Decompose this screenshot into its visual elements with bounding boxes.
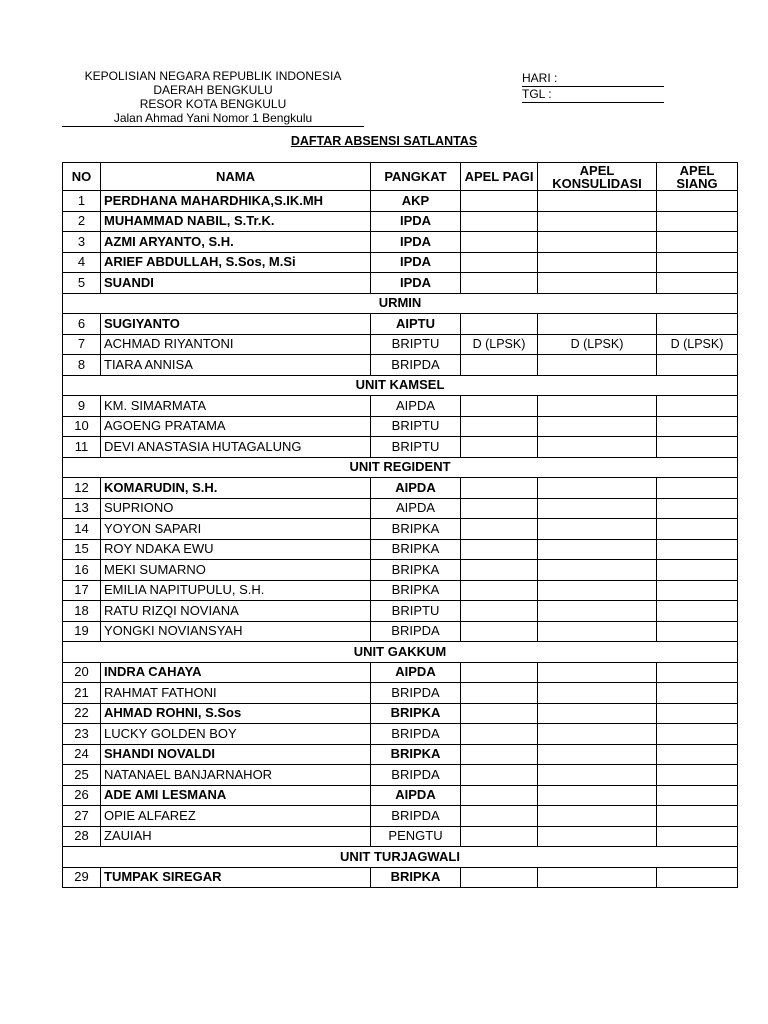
table-row — [63, 211, 738, 232]
table-row — [63, 765, 738, 786]
row-number: 13 — [63, 498, 101, 519]
letterhead — [62, 69, 364, 127]
section-row — [63, 642, 738, 663]
row-rank: BRIPDA — [371, 621, 461, 642]
row-rank: BRIPKA — [371, 560, 461, 581]
row-apel-pagi — [461, 662, 538, 683]
row-apel-siang — [657, 396, 738, 417]
row-number: 16 — [63, 560, 101, 581]
row-apel-pagi — [461, 191, 538, 212]
row-apel-pagi — [461, 560, 538, 581]
row-number: 10 — [63, 416, 101, 437]
row-name: ROY NDAKA EWU — [101, 539, 371, 560]
row-rank: BRIPKA — [371, 580, 461, 601]
row-apel-konsulidasi — [538, 601, 657, 622]
row-apel-konsulidasi: D (LPSK) — [538, 334, 657, 355]
row-name: MEKI SUMARNO — [101, 560, 371, 581]
table-row — [63, 252, 738, 273]
row-apel-siang — [657, 519, 738, 540]
row-name: OPIE ALFAREZ — [101, 806, 371, 827]
table-row — [63, 662, 738, 683]
letterhead-line-3: RESOR KOTA BENGKULU — [139, 97, 287, 111]
row-apel-pagi — [461, 273, 538, 294]
row-name: INDRA CAHAYA — [101, 662, 371, 683]
row-number: 1 — [63, 191, 101, 212]
row-apel-konsulidasi — [538, 785, 657, 806]
row-apel-konsulidasi — [538, 621, 657, 642]
row-apel-konsulidasi — [538, 683, 657, 704]
row-apel-siang — [657, 437, 738, 458]
col-pangkat-header: PANGKAT — [371, 163, 461, 191]
row-apel-siang — [657, 273, 738, 294]
row-rank: AKP — [371, 191, 461, 212]
table-row — [63, 621, 738, 642]
row-apel-siang — [657, 724, 738, 745]
date-fields — [522, 71, 664, 103]
table-row — [63, 683, 738, 704]
row-rank: BRIPKA — [371, 539, 461, 560]
table-row — [63, 416, 738, 437]
hari-field — [522, 71, 664, 87]
row-apel-siang — [657, 478, 738, 499]
row-apel-siang — [657, 539, 738, 560]
table-row — [63, 826, 738, 847]
letterhead-address: Jalan Ahmad Yani Nomor 1 Bengkulu — [62, 111, 364, 127]
row-name: KM. SIMARMATA — [101, 396, 371, 417]
row-number: 25 — [63, 765, 101, 786]
row-rank: AIPDA — [371, 498, 461, 519]
row-apel-siang — [657, 744, 738, 765]
row-rank: BRIPDA — [371, 724, 461, 745]
row-number: 23 — [63, 724, 101, 745]
document-title-text: DAFTAR ABSENSI SATLANTAS — [290, 134, 478, 148]
row-number: 22 — [63, 703, 101, 724]
row-name: EMILIA NAPITUPULU, S.H. — [101, 580, 371, 601]
row-apel-pagi — [461, 498, 538, 519]
row-number: 9 — [63, 396, 101, 417]
row-name: PERDHANA MAHARDHIKA,S.IK.MH — [101, 191, 371, 212]
row-name: SUPRIONO — [101, 498, 371, 519]
row-number: 17 — [63, 580, 101, 601]
row-rank: BRIPDA — [371, 806, 461, 827]
row-number: 19 — [63, 621, 101, 642]
row-rank: AIPTU — [371, 314, 461, 335]
row-name: TIARA ANNISA — [101, 355, 371, 376]
table-row — [63, 867, 738, 888]
row-apel-pagi — [461, 396, 538, 417]
table-row — [63, 580, 738, 601]
row-name: AHMAD ROHNI, S.Sos — [101, 703, 371, 724]
row-rank: BRIPTU — [371, 601, 461, 622]
row-name: TUMPAK SIREGAR — [101, 867, 371, 888]
letterhead-line-1: KEPOLISIAN NEGARA REPUBLIK INDONESIA — [84, 69, 342, 83]
row-rank: BRIPKA — [371, 867, 461, 888]
row-apel-konsulidasi — [538, 355, 657, 376]
row-rank: BRIPTU — [371, 416, 461, 437]
row-rank: IPDA — [371, 273, 461, 294]
row-apel-konsulidasi — [538, 724, 657, 745]
row-rank: PENGTU — [371, 826, 461, 847]
row-rank: BRIPTU — [371, 437, 461, 458]
row-number: 12 — [63, 478, 101, 499]
table-row — [63, 744, 738, 765]
col-nama-header: NAMA — [101, 163, 371, 191]
row-apel-pagi — [461, 416, 538, 437]
row-apel-konsulidasi — [538, 478, 657, 499]
row-name: ACHMAD RIYANTONI — [101, 334, 371, 355]
row-apel-pagi — [461, 785, 538, 806]
row-apel-siang — [657, 703, 738, 724]
row-apel-siang — [657, 765, 738, 786]
tgl-field — [522, 87, 664, 103]
row-apel-konsulidasi — [538, 765, 657, 786]
row-number: 20 — [63, 662, 101, 683]
row-name: RAHMAT FATHONI — [101, 683, 371, 704]
row-apel-konsulidasi — [538, 560, 657, 581]
col-apel-konsulidasi-header: APEL KONSULIDASI — [538, 163, 657, 191]
row-apel-konsulidasi — [538, 498, 657, 519]
row-rank: AIPDA — [371, 662, 461, 683]
col-apel-siang-header: APEL SIANG — [657, 163, 738, 191]
row-rank: AIPDA — [371, 785, 461, 806]
row-number: 14 — [63, 519, 101, 540]
row-name: ARIEF ABDULLAH, S.Sos, M.Si — [101, 252, 371, 273]
row-name: ADE AMI LESMANA — [101, 785, 371, 806]
table-row — [63, 314, 738, 335]
row-name: SHANDI NOVALDI — [101, 744, 371, 765]
table-row — [63, 601, 738, 622]
row-apel-konsulidasi — [538, 662, 657, 683]
row-apel-siang — [657, 580, 738, 601]
letterhead-line-2: DAERAH BENGKULU — [153, 83, 273, 97]
table-row — [63, 724, 738, 745]
row-apel-pagi — [461, 703, 538, 724]
section-row — [63, 293, 738, 314]
table-row — [63, 273, 738, 294]
col-apel-pagi-header: APEL PAGI — [461, 163, 538, 191]
row-apel-siang: D (LPSK) — [657, 334, 738, 355]
table-row — [63, 785, 738, 806]
table-row — [63, 806, 738, 827]
section-title: UNIT KAMSEL — [63, 375, 738, 396]
row-apel-siang — [657, 314, 738, 335]
row-apel-siang — [657, 826, 738, 847]
row-number: 2 — [63, 211, 101, 232]
table-row — [63, 334, 738, 355]
row-apel-konsulidasi — [538, 826, 657, 847]
section-row — [63, 847, 738, 868]
row-number: 7 — [63, 334, 101, 355]
row-apel-pagi — [461, 232, 538, 253]
row-apel-siang — [657, 621, 738, 642]
row-apel-siang — [657, 232, 738, 253]
row-apel-pagi — [461, 355, 538, 376]
row-number: 11 — [63, 437, 101, 458]
hari-label: HARI : — [522, 71, 664, 87]
table-row — [63, 539, 738, 560]
row-rank: BRIPDA — [371, 683, 461, 704]
row-name: AZMI ARYANTO, S.H. — [101, 232, 371, 253]
row-name: SUANDI — [101, 273, 371, 294]
row-apel-konsulidasi — [538, 539, 657, 560]
section-row — [63, 375, 738, 396]
row-name: SUGIYANTO — [101, 314, 371, 335]
row-apel-konsulidasi — [538, 437, 657, 458]
row-apel-konsulidasi — [538, 416, 657, 437]
row-name: ZAUIAH — [101, 826, 371, 847]
row-apel-konsulidasi — [538, 232, 657, 253]
row-apel-pagi — [461, 744, 538, 765]
table-header-row — [63, 163, 738, 191]
row-apel-pagi — [461, 539, 538, 560]
row-apel-siang — [657, 191, 738, 212]
row-number: 6 — [63, 314, 101, 335]
attendance-table — [62, 162, 738, 888]
row-apel-siang — [657, 867, 738, 888]
row-number: 18 — [63, 601, 101, 622]
row-apel-siang — [657, 601, 738, 622]
table-row — [63, 437, 738, 458]
section-title: UNIT GAKKUM — [63, 642, 738, 663]
table-row — [63, 498, 738, 519]
row-number: 8 — [63, 355, 101, 376]
row-apel-pagi — [461, 683, 538, 704]
row-apel-konsulidasi — [538, 273, 657, 294]
row-number: 24 — [63, 744, 101, 765]
row-rank: IPDA — [371, 252, 461, 273]
row-apel-siang — [657, 498, 738, 519]
row-number: 29 — [63, 867, 101, 888]
row-apel-siang — [657, 560, 738, 581]
row-name: YONGKI NOVIANSYAH — [101, 621, 371, 642]
row-rank: BRIPDA — [371, 355, 461, 376]
row-apel-konsulidasi — [538, 867, 657, 888]
row-apel-siang — [657, 806, 738, 827]
row-apel-pagi: D (LPSK) — [461, 334, 538, 355]
row-apel-siang — [657, 355, 738, 376]
row-apel-konsulidasi — [538, 191, 657, 212]
row-apel-siang — [657, 662, 738, 683]
row-apel-konsulidasi — [538, 211, 657, 232]
row-name: DEVI ANASTASIA HUTAGALUNG — [101, 437, 371, 458]
row-name: LUCKY GOLDEN BOY — [101, 724, 371, 745]
row-name: KOMARUDIN, S.H. — [101, 478, 371, 499]
section-title: UNIT REGIDENT — [63, 457, 738, 478]
row-rank: AIPDA — [371, 396, 461, 417]
row-apel-pagi — [461, 314, 538, 335]
row-apel-pagi — [461, 437, 538, 458]
row-apel-konsulidasi — [538, 396, 657, 417]
row-rank: BRIPTU — [371, 334, 461, 355]
row-apel-pagi — [461, 601, 538, 622]
row-name: MUHAMMAD NABIL, S.Tr.K. — [101, 211, 371, 232]
row-apel-siang — [657, 252, 738, 273]
row-name: NATANAEL BANJARNAHOR — [101, 765, 371, 786]
row-name: YOYON SAPARI — [101, 519, 371, 540]
row-apel-pagi — [461, 806, 538, 827]
row-number: 15 — [63, 539, 101, 560]
row-rank: IPDA — [371, 232, 461, 253]
row-rank: AIPDA — [371, 478, 461, 499]
row-apel-pagi — [461, 826, 538, 847]
table-body — [63, 191, 738, 888]
row-apel-konsulidasi — [538, 744, 657, 765]
row-number: 26 — [63, 785, 101, 806]
row-rank: BRIPKA — [371, 703, 461, 724]
row-apel-konsulidasi — [538, 703, 657, 724]
row-number: 5 — [63, 273, 101, 294]
row-apel-pagi — [461, 867, 538, 888]
row-apel-pagi — [461, 252, 538, 273]
row-apel-siang — [657, 785, 738, 806]
row-apel-konsulidasi — [538, 806, 657, 827]
row-rank: BRIPDA — [371, 765, 461, 786]
row-name: AGOENG PRATAMA — [101, 416, 371, 437]
row-rank: IPDA — [371, 211, 461, 232]
row-rank: BRIPKA — [371, 744, 461, 765]
row-apel-siang — [657, 416, 738, 437]
table-row — [63, 232, 738, 253]
row-apel-konsulidasi — [538, 314, 657, 335]
table-row — [63, 478, 738, 499]
table-row — [63, 703, 738, 724]
row-apel-pagi — [461, 724, 538, 745]
section-title: UNIT TURJAGWALI — [63, 847, 738, 868]
table-row — [63, 560, 738, 581]
section-title: URMIN — [63, 293, 738, 314]
row-apel-pagi — [461, 478, 538, 499]
table-row — [63, 396, 738, 417]
row-apel-pagi — [461, 580, 538, 601]
document-title — [0, 134, 768, 148]
row-apel-siang — [657, 683, 738, 704]
row-apel-pagi — [461, 519, 538, 540]
table-row — [63, 191, 738, 212]
row-apel-pagi — [461, 765, 538, 786]
row-rank: BRIPKA — [371, 519, 461, 540]
row-name: RATU RIZQI NOVIANA — [101, 601, 371, 622]
row-number: 21 — [63, 683, 101, 704]
row-number: 3 — [63, 232, 101, 253]
table-row — [63, 519, 738, 540]
row-number: 28 — [63, 826, 101, 847]
col-no-header: NO — [63, 163, 101, 191]
table-row — [63, 355, 738, 376]
row-apel-pagi — [461, 621, 538, 642]
row-apel-konsulidasi — [538, 519, 657, 540]
row-apel-siang — [657, 211, 738, 232]
row-apel-pagi — [461, 211, 538, 232]
row-apel-konsulidasi — [538, 252, 657, 273]
row-apel-konsulidasi — [538, 580, 657, 601]
row-number: 4 — [63, 252, 101, 273]
row-number: 27 — [63, 806, 101, 827]
section-row — [63, 457, 738, 478]
tgl-label: TGL : — [522, 87, 664, 103]
